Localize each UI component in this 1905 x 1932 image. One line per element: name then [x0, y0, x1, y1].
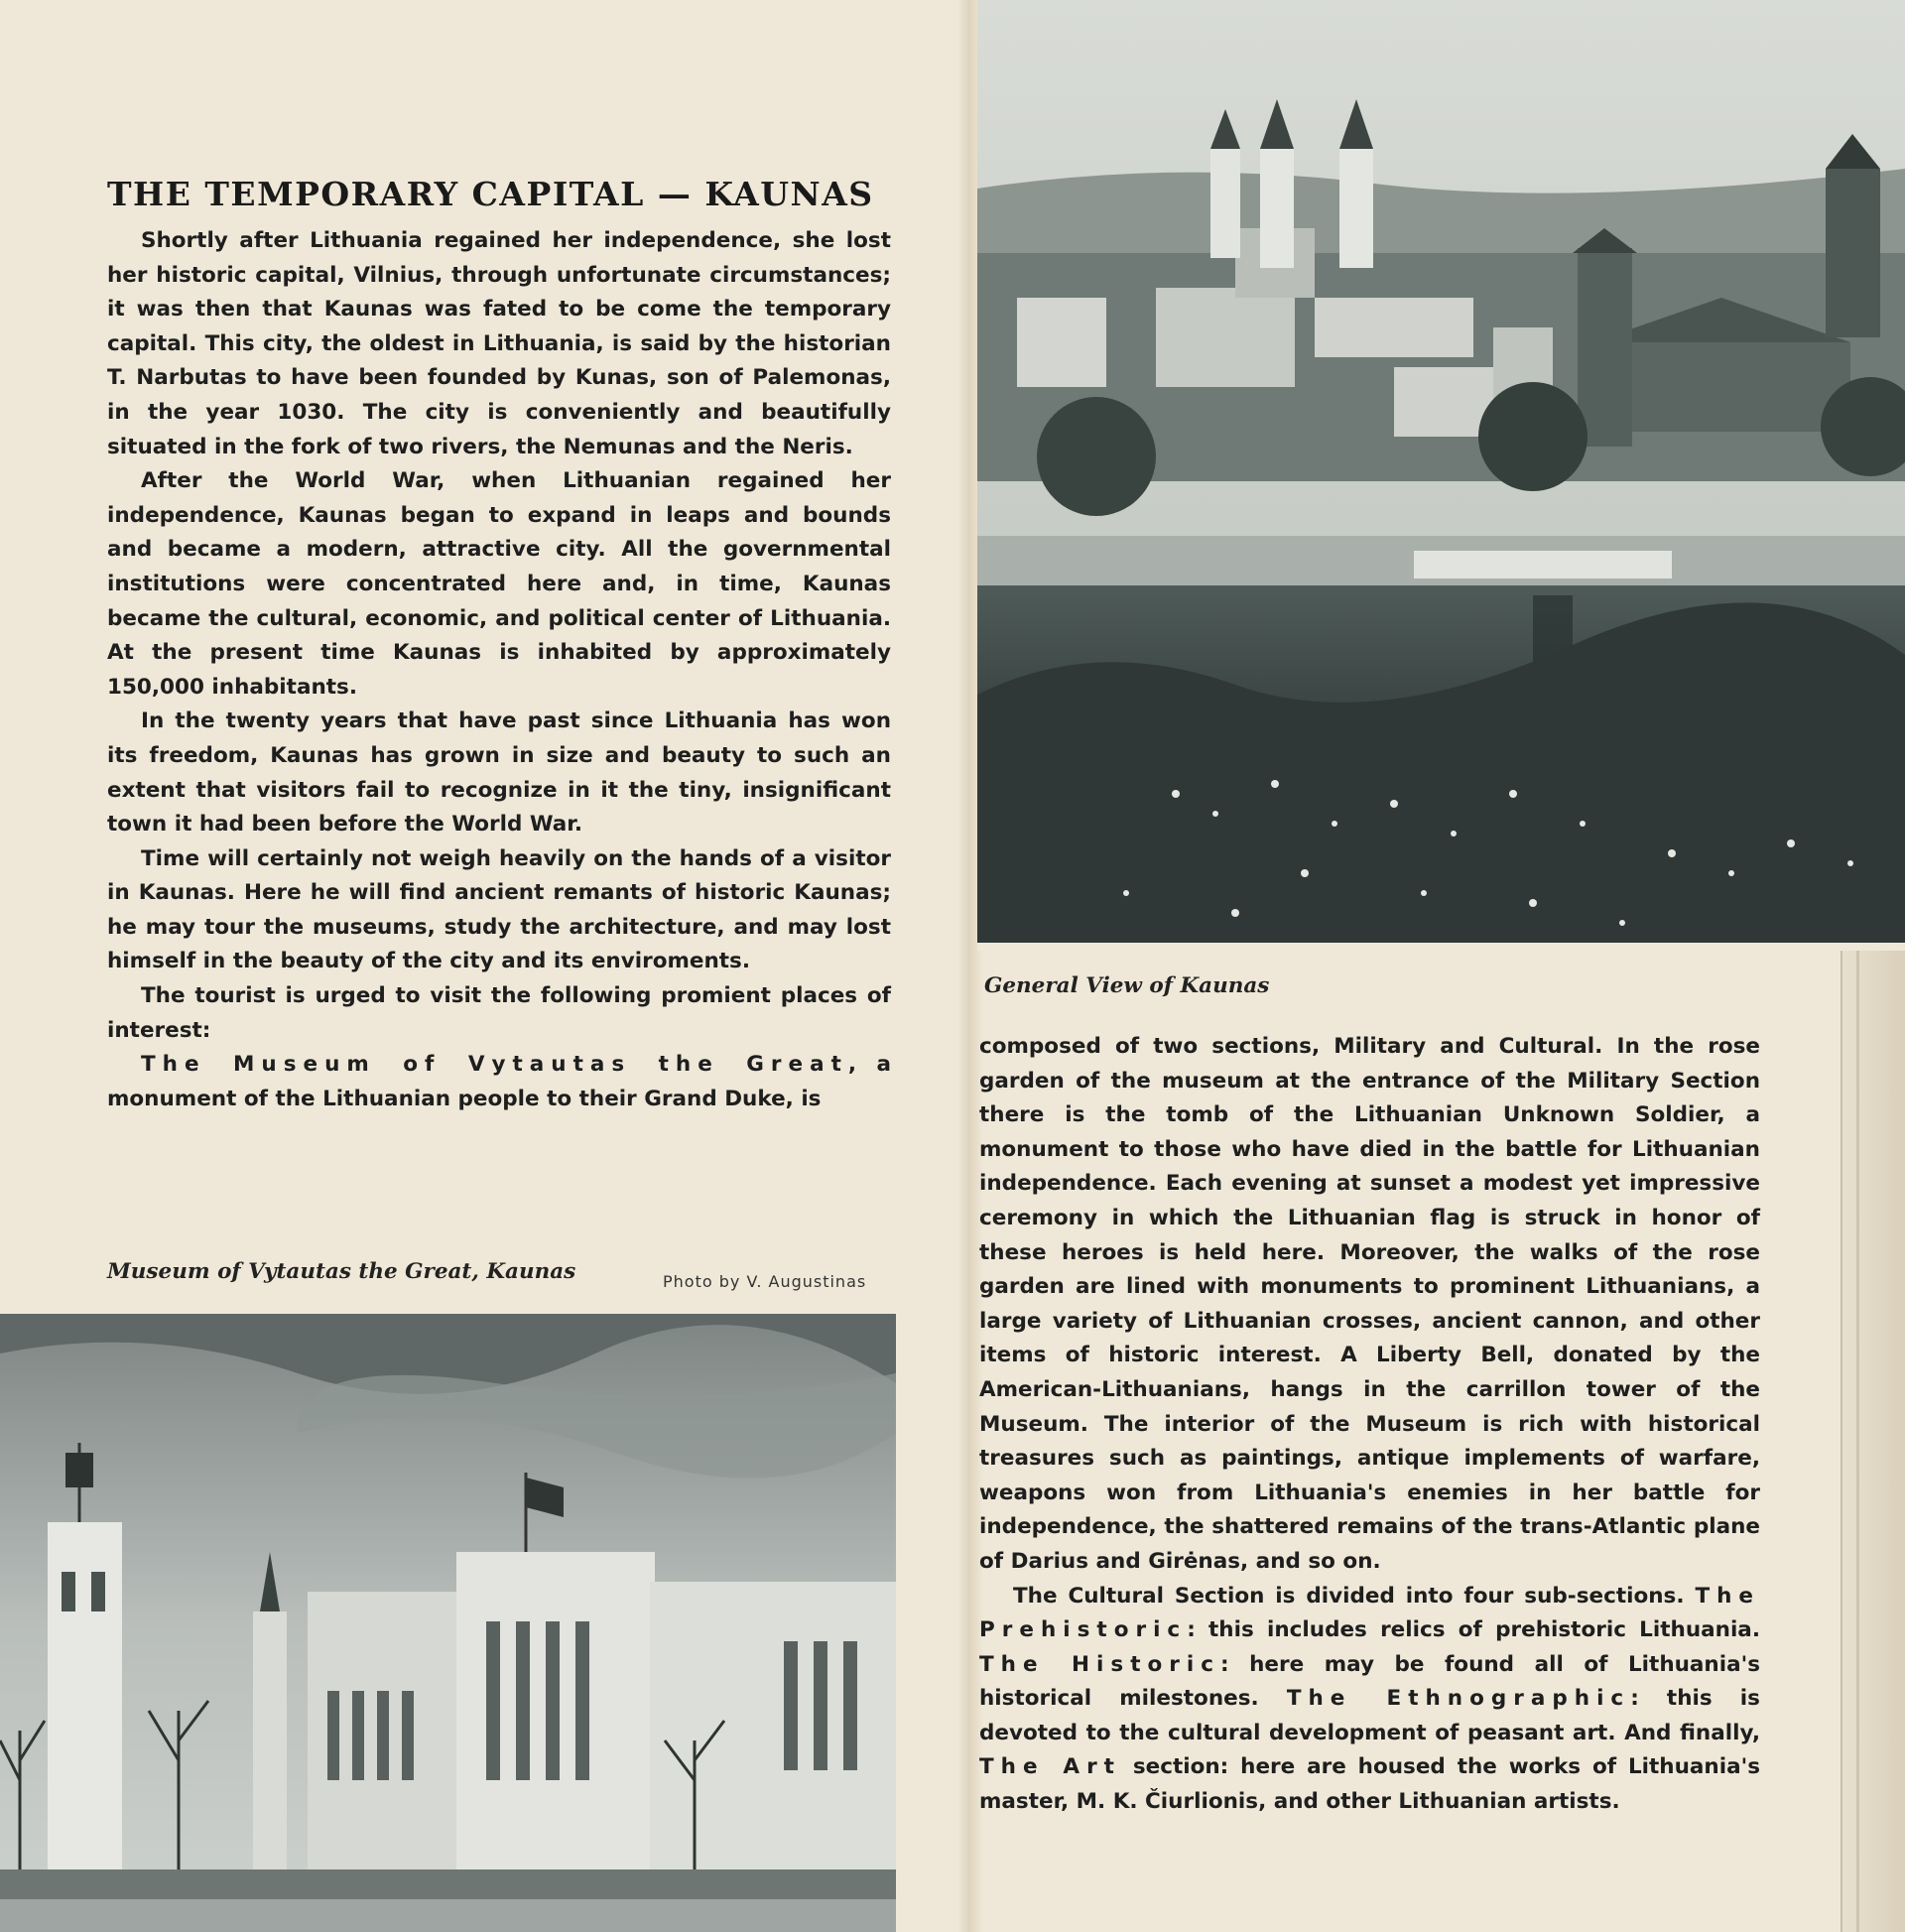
subsection-art: The Art [979, 1754, 1121, 1780]
left-text-column [107, 224, 891, 1116]
article-title: THE TEMPORARY CAPITAL — KAUNAS [107, 175, 874, 213]
paragraph: Shortly after Lithuania regained her independence, she lost her historic capital, Vilnius, through unfortunate circumstances; it was then that Kaunas was fated to be come the temporary capital. This city, the oldest in Lithuania, is said by the historian T. Narbutas to have been founded by Kunas, son of Palemonas, in the year 1030. The city is conveniently and beautifully situated in the fork of two rivers, the Nemunas and the Neris. [107, 228, 891, 459]
subsection-text: : this is devoted to the cultural development of peasant art. And finally, [979, 1686, 1760, 1745]
museum-intro-text: , a monument of the Lithuanian people to their Grand Duke, is [107, 1052, 891, 1111]
kaunas-panorama-image [977, 0, 1905, 951]
right-text-column [979, 1030, 1760, 1820]
paragraph: In the twenty years that have past since Lithuania has won its freedom, Kaunas has grown in size and beauty to such an extent that visitors fail to recognize in it the tiny, insignificant town it had been before the World War. [107, 708, 891, 837]
subsection-prehistoric: The Prehistoric [979, 1583, 1760, 1643]
museum-photo [0, 1314, 896, 1932]
museum-photo-caption: Museum of Vytautas the Great, Kaunas [107, 1259, 576, 1284]
museum-building-image [0, 1314, 896, 1932]
cultural-section-paragraph [979, 1580, 1760, 1820]
paragraph: composed of two sections, Military and Cultural. In the rose garden of the museum at the entrance of the Military Section there is the tomb of the Lithuanian Unknown Soldier, a monument to those who have died in the battle for Lithuanian independence. Each evening at sunset a modest yet impressive ceremony in which the Lithuanian flag is struck in honor of these heroes is held here. Moreover, the walks of the rose garden are lined with monuments to prominent Lithuanians, a large variety of Lithuanian crosses, ancient cannon, and other items of historic interest. A Liberty Bell, donated by the American-Lithuanians, hangs in the carrillon tower of the Museum. The interior of the Museum is rich with historical treasures such as paintings, antique implements of warfare, weapons won from Lithuania's enemies in her battle for independence, the shattered remains of the trans-Atlantic plane of Darius and Girėnas, and so on. [979, 1034, 1760, 1574]
subsection-historic: The Historic [979, 1651, 1220, 1677]
subsection-ethnographic: The Ethnographic [1286, 1686, 1631, 1712]
paragraph: After the World War, when Lithuanian regained her independence, Kaunas began to expand in leaps and bounds and became a modern, attractive city. All the governmental institutions were concentrated here and, in time, Kaunas became the cultural, economic, and political center of Lithuania. At the present time Kaunas is inhabited by approximately 150,000 inhabitants. [107, 468, 891, 700]
subsection-text: : here may be found all of Lithuania's historical milestones. [979, 1651, 1760, 1712]
general-view-photo [977, 0, 1905, 951]
museum-intro-paragraph [107, 1048, 891, 1116]
cultural-intro: The Cultural Section is divided into four sub-sections. [1013, 1583, 1685, 1609]
museum-name-spaced: The Museum of Vytautas the Great [141, 1052, 848, 1078]
subsection-text: : this includes relics of prehistoric Lithuania. [1187, 1617, 1760, 1643]
paragraph: The tourist is urged to visit the following promient places of interest: [107, 983, 891, 1043]
subsection-text: section: here are housed the works of Lithuania's master, M. K. Čiurlionis, and other Lithuanian artists. [979, 1754, 1760, 1815]
paragraph: Time will certainly not weigh heavily on the hands of a visitor in Kaunas. Here he will find ancient remants of historic Kaunas; he may tour the museums, study the architecture, and may lost himself in the beauty of the city and its enviroments. [107, 845, 891, 974]
photo-credit: Photo by V. Augustinas [663, 1272, 867, 1291]
general-view-caption: General View of Kaunas [984, 973, 1270, 998]
